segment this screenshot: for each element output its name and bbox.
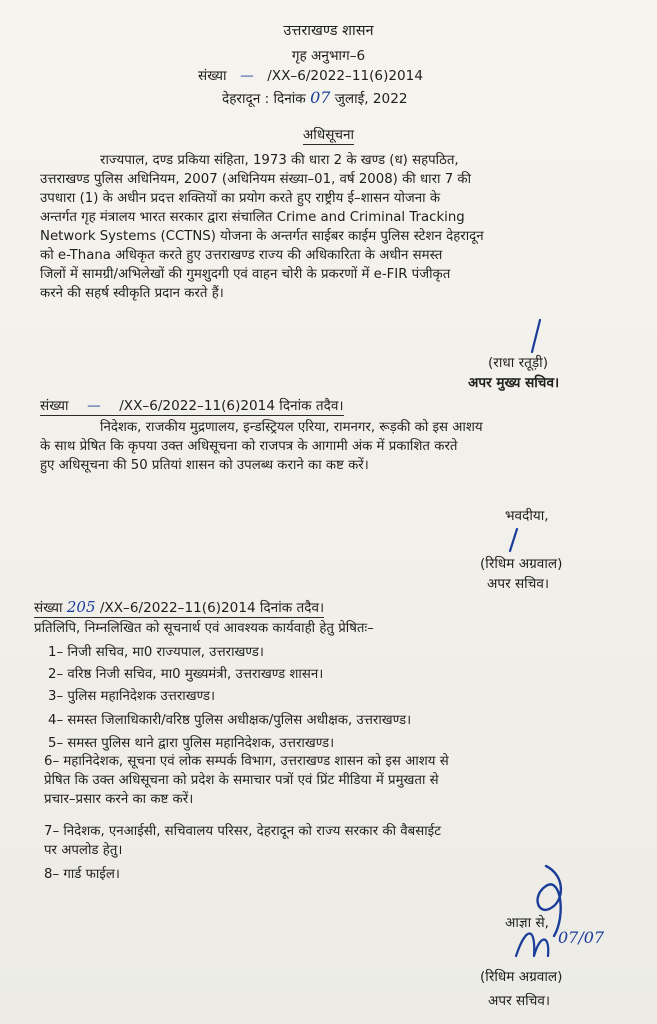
number-label: संख्या	[40, 398, 69, 414]
notification-body	[40, 151, 624, 303]
endorsement1-number-line	[40, 395, 344, 416]
signatory-name: (राधा रतूड़ी)	[488, 355, 548, 371]
place-date-prefix: देहरादून : दिनांक	[222, 91, 306, 107]
place-date-line	[222, 88, 408, 107]
section-name: गृह अनुभाग–6	[291, 48, 366, 64]
govt-name: उत्तराखण्ड शासन	[283, 23, 374, 39]
header-number-line	[198, 65, 423, 84]
distribution-intro: प्रतिलिपि, निम्नलिखित को सूचनार्थ एवं आवश्यक कार्यवाही हेतु प्रेषितः–	[34, 621, 374, 636]
notification-line: अन्तर्गत गृह मंत्रालय भारत सरकार द्वारा संचालित Crime and Criminal Tracking	[40, 210, 465, 225]
notification-line: उत्तराखण्ड पुलिस अधिनियम, 2007 (अधिनियम संख्या–01, वर्ष 2008) की धारा 7 की	[40, 172, 472, 187]
number-label: संख्या	[34, 600, 63, 616]
closing-aagya: आज्ञा से,	[505, 915, 549, 931]
signature-tick-mark	[506, 527, 520, 553]
signatory-title: अपर मुख्य सचिव।	[468, 375, 560, 391]
distribution-item: 8– गार्ड फाईल।	[44, 867, 120, 882]
notification-line: करने की सहर्ष स्वीकृति प्रदान करते हैं।	[40, 286, 224, 301]
date-day-handwritten: 07	[310, 88, 331, 107]
date-rest: जुलाई, 2022	[334, 91, 408, 107]
distribution-item: 3– पुलिस महानिदेशक उत्तराखण्ड।	[48, 689, 216, 704]
number-ref: /XX–6/2022–11(6)2014 दिनांक तदैव।	[99, 600, 325, 616]
hand-dash: —	[240, 68, 254, 84]
notification-line: जिलों में सामग्री/अभिलेखों की गुमशुदगी एवं वाहन चोरी के प्रकरणों में e-FIR पंजीकृत	[40, 267, 451, 282]
endorsement1-line: के साथ प्रेषित कि कृपया उक्त अधिसूचना को राजपत्र के आगामी अंक में प्रकाशित करते	[40, 439, 458, 454]
notification-line: को e-Thana अधिकृत करते हुए उत्तराखण्ड राज्य की अधिकारिता के अधीन समस्त	[40, 248, 443, 263]
sign-date-handwritten: 07/07	[558, 928, 605, 947]
number-ref: /XX–6/2022–11(6)2014	[267, 68, 423, 84]
endorsement1-line: निदेशक, राजकीय मुद्रणालय, इन्डस्ट्रियल एरिया, रामनगर, रूड़की को इस आशय	[100, 420, 483, 435]
signatory-title: अपर सचिव।	[488, 993, 551, 1009]
number-ref: /XX–6/2022–11(6)2014 दिनांक तदैव।	[119, 398, 344, 414]
distribution-item-6: 6– महानिदेशक, सूचना एवं लोक सम्पर्क विभाग, उत्तराखण्ड शासन को इस आशय से प्रेषित कि उक्त अधिसूचना को प्रदेश के समाचार पत्रों एवं प्रिंट मीडिया में प्रमुखता से प्रचार–प्रसार करने का कष्ट करें।	[44, 754, 449, 807]
endorsement2-number-line	[34, 597, 324, 618]
distribution-item: 2– वरिष्ठ निजी सचिव, मा0 मुख्यमंत्री, उत्तराखण्ड शासन।	[48, 667, 324, 682]
distribution-item-7: 7– निदेशक, एनआईसी, सचिवालय परिसर, देहरादून को राज्य सरकार की वैबसाईट पर अपलोड हेतु।	[44, 824, 441, 858]
notification-line: Network Systems (CCTNS) योजना के अन्तर्गत साईबर काईम पुलिस स्टेशन देहरादून	[40, 229, 484, 244]
endorsement1-body	[40, 418, 624, 475]
signature-tick-mark	[528, 318, 544, 354]
distribution-item: 5– समस्त पुलिस थाने द्वारा पुलिस महानिदेशक, उत्तराखण्ड।	[48, 736, 335, 751]
signatory-name: (रिधिम अग्रवाल)	[480, 969, 563, 985]
notification-line: राज्यपाल, दण्ड प्रकिया संहिता, 1973 की धारा 2 के खण्ड (ध) सहपठित,	[100, 153, 459, 168]
distribution-item: 1– निजी सचिव, मा0 राज्यपाल, उत्तराखण्ड।	[48, 645, 264, 660]
notification-title: अधिसूचना	[302, 127, 355, 143]
signatory-title: अपर सचिव।	[487, 576, 550, 592]
number-label: संख्या	[198, 68, 227, 84]
number-handwritten: 205	[66, 598, 96, 616]
notification-line: उपधारा (1) के अधीन प्रदत्त शक्तियों का प्रयोग करते हुए राष्ट्रीय ई–शासन योजना के	[40, 191, 441, 206]
hand-dash: —	[87, 398, 101, 414]
closing-bhavdiya: भवदीया,	[505, 508, 549, 524]
distribution-item: 4– समस्त जिलाधिकारी/वरिष्ठ पुलिस अधीक्षक/पुलिस अधीक्षक, उत्तराखण्ड।	[48, 713, 412, 728]
endorsement1-line: हुए अधिसूचना की 50 प्रतियां शासन को उपलब्ध कराने का कष्ट करें।	[40, 458, 369, 473]
signatory-name: (रिधिम अग्रवाल)	[480, 556, 563, 572]
